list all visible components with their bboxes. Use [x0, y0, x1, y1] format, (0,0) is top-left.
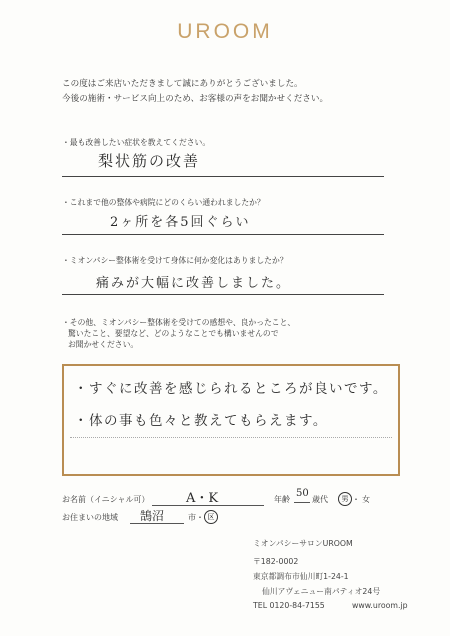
- question-3-answer: 痛みが大幅に改善しました。: [96, 276, 292, 291]
- intro-text: [62, 77, 328, 107]
- question-3-label: ・ミオンパシー整体術を受けて身体に何か変化はありましたか？: [62, 256, 288, 265]
- name-value: A・K: [186, 491, 219, 506]
- gender-separator: ・: [352, 495, 360, 504]
- question-4-label: [62, 317, 295, 350]
- intro-line-1: この度はご来店いただきまして誠にありがとうございました。: [62, 79, 303, 89]
- area-label: お住まいの地域: [62, 513, 118, 522]
- question-4-line-2: 驚いたこと、要望など、どのようなことでも構いませんので: [68, 329, 279, 338]
- question-4-line-3: お聞かせください。: [68, 340, 139, 349]
- footer-address-2: 仙川アヴェニュー南パティオ24号: [262, 587, 381, 596]
- age-suffix: 歳代: [312, 495, 328, 504]
- footer-postal: 〒182-0002: [253, 557, 299, 566]
- footer-website[interactable]: www.uroom.jp: [352, 601, 408, 610]
- gender-male-circled: 男: [338, 492, 352, 506]
- question-4-line-1: ・その他、ミオンパシー整体術を受けての感想や、良かったこと、: [62, 318, 296, 327]
- gender-female: 女: [362, 495, 370, 504]
- name-underline: [152, 505, 264, 506]
- ward-circled: 区: [204, 510, 218, 524]
- age-label: 年齢: [274, 495, 290, 504]
- brand-logo: UROOM: [177, 20, 273, 43]
- comment-line-1: ・すぐに改善を感じられるところが良いです。: [74, 381, 388, 397]
- footer-address-1: 東京都調布市仙川町1-24-1: [253, 572, 349, 581]
- question-2-label: ・これまで他の整体や病院にどのくらい通われましたか？: [62, 198, 265, 207]
- comment-line-2: ・体の事も色々と教えてもらえます。: [74, 413, 328, 429]
- area-underline: [130, 523, 184, 524]
- question-1-answer: 梨状筋の改善: [98, 152, 201, 170]
- question-2-answer: 2ヶ所を各5回ぐらい: [110, 215, 251, 230]
- name-label: お名前（イニシャル可）: [62, 495, 150, 504]
- age-underline: [294, 502, 310, 503]
- intro-line-2: 今後の施術・サービス向上のため、お客様の声をお聞かせください。: [62, 94, 329, 104]
- comment-dotted-line: [70, 437, 392, 438]
- question-3-underline: [62, 294, 384, 295]
- question-1-underline: [62, 176, 384, 177]
- question-2-underline: [62, 234, 384, 235]
- footer-company: ミオンパシーサロンUROOM: [253, 539, 353, 548]
- age-value: 50: [296, 488, 309, 499]
- footer-tel: TEL 0120-84-7155: [253, 601, 325, 610]
- area-value: 鵠沼: [140, 509, 165, 523]
- city-label: 市・: [188, 513, 204, 522]
- question-1-label: ・最も改善したい症状を教えてください。: [62, 138, 211, 147]
